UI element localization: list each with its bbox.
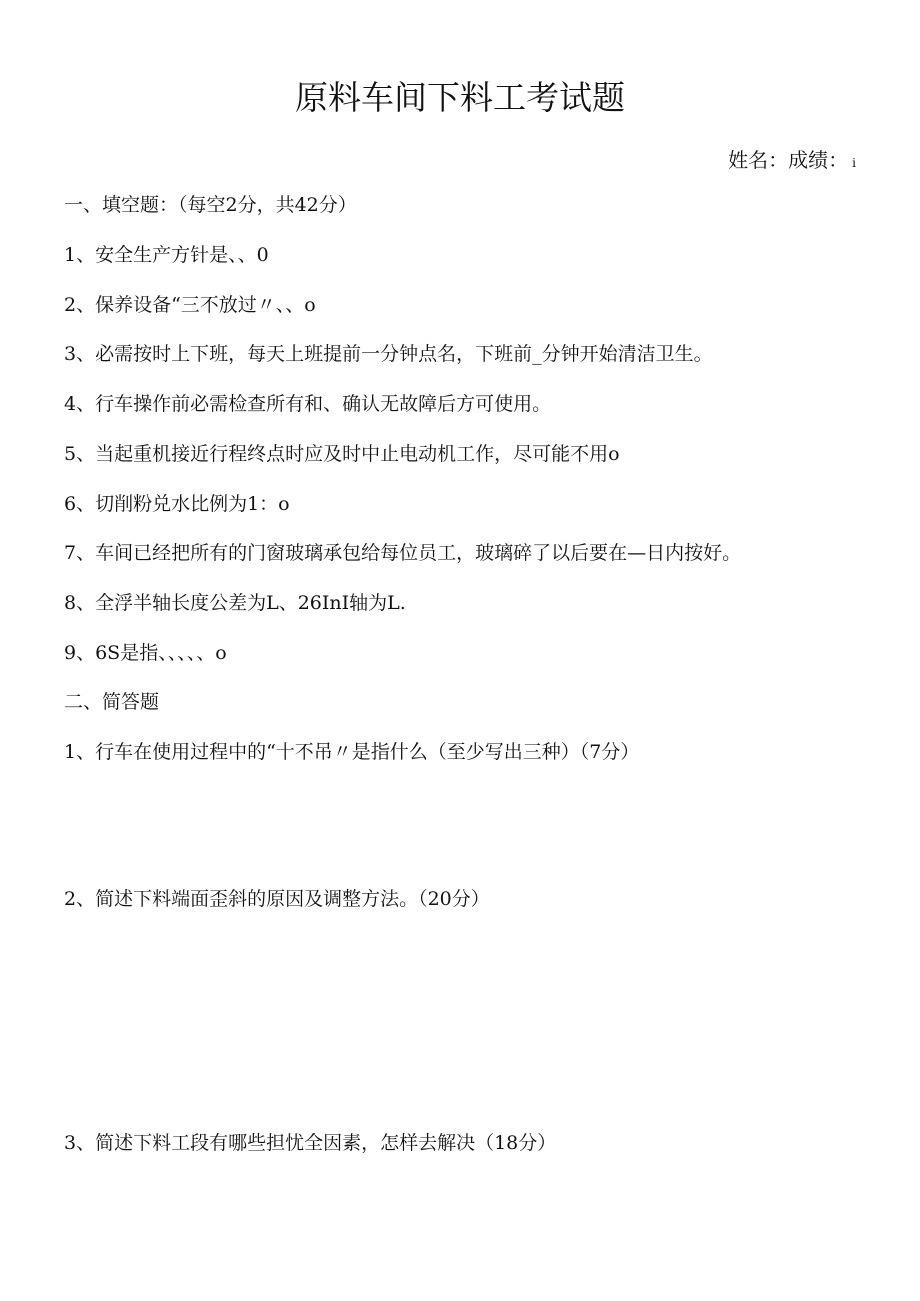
fill-blank-question: 3、必需按时上下班，每天上班提前一分钟点名，下班前_分钟开始清洁卫生。	[64, 343, 713, 365]
name-score-tail: i	[852, 156, 856, 170]
page-title: 原料车间下料工考试题	[295, 78, 625, 117]
fill-blank-question: 2、保养设备“三不放过〃、、o	[64, 294, 316, 316]
fill-blank-question: 1、安全生产方针是、、0	[64, 244, 269, 266]
short-answer-question: 3、简述下料工段有哪些担忧全因素，怎样去解决（18分）	[64, 1132, 557, 1154]
fill-blank-question: 4、行车操作前必需检查所有和、确认无故障后方可使用。	[64, 393, 552, 415]
short-answer-question: 1、行车在使用过程中的“十不吊〃是指什么（至少写出三种）（7分）	[64, 741, 640, 763]
name-score-line	[728, 144, 856, 173]
section-short-answer-heading: 二、简答题	[64, 691, 160, 713]
section-fill-blank-heading: 一、填空题：（每空2分，共42分）	[64, 194, 357, 216]
name-score-label: 姓名：成绩：	[728, 148, 849, 172]
fill-blank-question: 8、全浮半轴长度公差为L、26InI轴为L.	[64, 592, 406, 614]
short-answer-question: 2、简述下料端面歪斜的原因及调整方法。（20分）	[64, 888, 490, 910]
fill-blank-question: 9、6S是指、、、、、o	[64, 642, 227, 664]
fill-blank-question: 7、车间已经把所有的门窗玻璃承包给每位员工，玻璃碎了以后要在—日内按好。	[64, 542, 742, 564]
fill-blank-question: 5、当起重机接近行程终点时应及时中止电动机工作，尽可能不用o	[64, 443, 620, 465]
fill-blank-question: 6、切削粉兑水比例为1：o	[64, 493, 290, 515]
